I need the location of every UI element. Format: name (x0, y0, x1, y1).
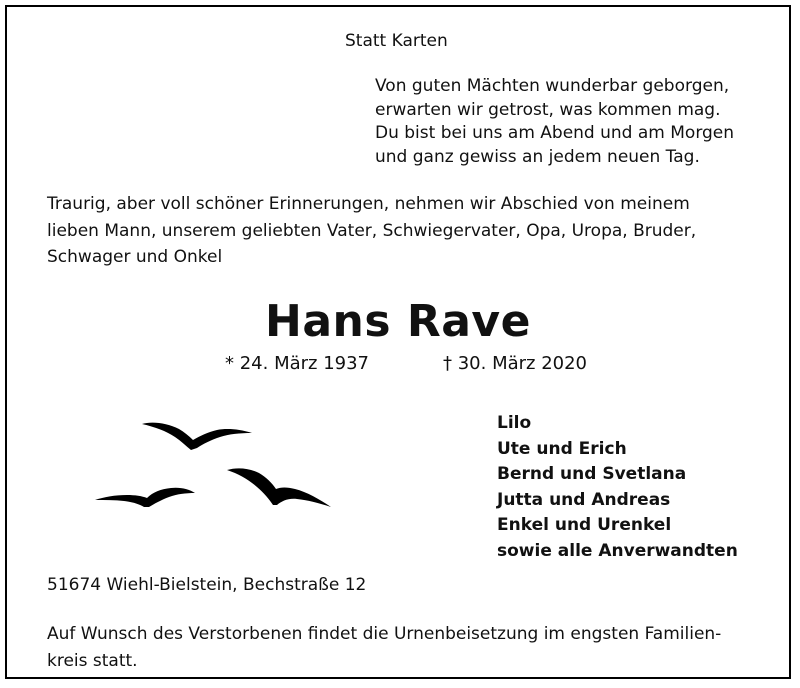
birth-date: * 24. März 1937 (225, 353, 370, 374)
bird-icon (142, 423, 252, 450)
intro-line: Schwager und Onkel (47, 247, 223, 267)
mourner-item: Bernd und Svetlana (497, 464, 687, 484)
footer-line: Auf Wunsch des Verstorbenen findet die Urnenbeisetzung im engsten Familien- (47, 624, 722, 644)
mourners-list (497, 411, 738, 564)
poem-line: und ganz gewiss an jedem neuen Tag. (375, 146, 700, 167)
intro-line: lieben Mann, unserem geliebten Vater, Schwiegervater, Opa, Uropa, Bruder, (47, 220, 697, 241)
intro-line: Traurig, aber voll schöner Erinnerungen, nehmen wir Abschied von meinem (47, 194, 690, 214)
notice-header: Statt Karten (345, 31, 448, 51)
mourner-item: sowie alle Anverwandten (497, 540, 738, 561)
birds-illustration (87, 407, 357, 517)
mourner-item: Ute und Erich (497, 438, 627, 459)
footer-note (47, 621, 721, 674)
poem-line: Von guten Mächten wunderbar geborgen, (375, 76, 730, 96)
bird-icon (227, 468, 331, 507)
mourner-item: Jutta und Andreas (497, 489, 671, 510)
address: 51674 Wiehl-Bielstein, Bechstraße 12 (47, 575, 367, 595)
mourner-item: Enkel und Urenkel (497, 515, 672, 535)
bird-icon (95, 488, 195, 507)
deceased-name: Hans Rave (265, 296, 531, 347)
poem-line: Du bist bei uns am Abend und am Morgen (375, 123, 735, 143)
mourner-item: Lilo (497, 413, 532, 433)
obituary-notice (5, 5, 791, 679)
death-date: † 30. März 2020 (443, 353, 588, 374)
poem-line: erwarten wir getrost, was kommen mag. (375, 99, 721, 120)
poem-verse (375, 75, 734, 169)
footer-line: kreis statt. (47, 650, 138, 671)
intro-text (47, 191, 696, 271)
